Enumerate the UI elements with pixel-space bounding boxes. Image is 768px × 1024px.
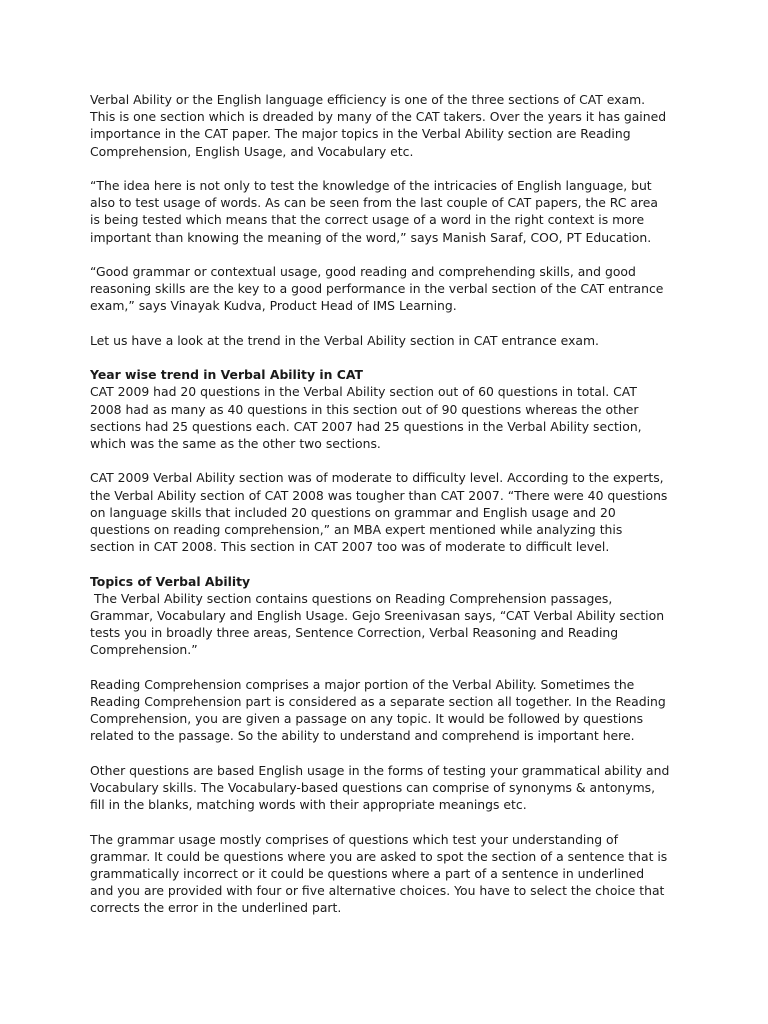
text-line: fill in the blanks, matching words with their appropriate meanings etc.	[90, 797, 527, 813]
paragraph-topics	[90, 590, 690, 659]
text-line: Grammar, Vocabulary and English Usage. Gejo Sreenivasan says, “CAT Verbal Ability section	[90, 608, 665, 623]
text-line: Reading Comprehension part is considered as a separate section all together. In the Reading	[90, 694, 666, 709]
text-line: Verbal Ability or the English language efficiency is one of the three sections of CAT exam.	[90, 92, 646, 107]
text-line: section in CAT 2008. This section in CAT 2007 too was of moderate to difficult level.	[90, 539, 610, 555]
text-line: tests you in broadly three areas, Sentence Correction, Verbal Reasoning and Reading	[90, 625, 619, 641]
text-line: reasoning skills are the key to a good performance in the verbal section of the CAT entrance	[90, 281, 664, 297]
text-line: important than knowing the meaning of the word,” says Manish Saraf, COO, PT Education.	[90, 229, 652, 245]
paragraph-question-counts	[90, 383, 690, 452]
text-line: grammar. It could be questions where you are asked to spot the section of a sentence that is	[90, 848, 668, 864]
text-line: Comprehension, you are given a passage on any topic. It would be followed by questions	[90, 711, 644, 727]
text-line: also to test usage of words. As can be seen from the last couple of CAT papers, the RC area	[90, 195, 658, 211]
text-line: Vocabulary skills. The Vocabulary-based questions can comprise of synonyms & antonyms,	[90, 780, 656, 795]
text-line: The grammar usage mostly comprises of questions which test your understanding of	[90, 831, 618, 847]
text-line: Comprehension.”	[90, 642, 198, 658]
text-line: This is one section which is dreaded by many of the CAT takers. Over the years it has gained	[90, 109, 667, 125]
paragraph-english-usage	[90, 762, 690, 814]
text-line: Let us have a look at the trend in the Verbal Ability section in CAT entrance exam.	[90, 332, 600, 348]
paragraph-grammar-usage	[90, 831, 690, 917]
paragraph-quote-manish-saraf	[90, 177, 690, 246]
paragraph-trend-intro	[90, 332, 690, 349]
text-line: which was the same as the other two sections.	[90, 436, 381, 451]
text-line: Other questions are based English usage in the forms of testing your grammatical ability and	[90, 762, 670, 778]
document-body	[90, 91, 690, 934]
text-line: and you are provided with four or five alternative choices. You have to select the choice that	[90, 883, 665, 899]
text-line: on language skills that included 20 questions on grammar and English usage and 20	[90, 504, 616, 520]
text-line: grammatically incorrect or it could be questions where a part of a sentence in underlined	[90, 866, 645, 881]
paragraph-reading-comprehension	[90, 676, 690, 745]
text-line: the Verbal Ability section of CAT 2008 was tougher than CAT 2007. “There were 40 questions	[90, 487, 668, 503]
text-line: importance in the CAT paper. The major topics in the Verbal Ability section are Reading	[90, 126, 631, 142]
text-line: sections had 25 questions each. CAT 2007 had 25 questions in the Verbal Ability section,	[90, 418, 642, 434]
text-line: questions on reading comprehension,” an MBA expert mentioned while analyzing this	[90, 522, 623, 537]
text-line: 2008 had as many as 40 questions in this section out of 90 questions whereas the other	[90, 401, 639, 417]
section-heading-topics: Topics of Verbal Ability	[90, 573, 251, 589]
text-line: CAT 2009 had 20 questions in the Verbal Ability section out of 60 questions in total. CAT	[90, 384, 637, 400]
text-line: The Verbal Ability section contains questions on Reading Comprehension passages,	[90, 590, 613, 606]
text-line: Reading Comprehension comprises a major portion of the Verbal Ability. Sometimes the	[90, 676, 635, 692]
text-line: “Good grammar or contextual usage, good reading and comprehending skills, and good	[90, 264, 636, 279]
text-line: Comprehension, English Usage, and Vocabulary etc.	[90, 143, 414, 159]
text-line: exam,” says Vinayak Kudva, Product Head of IMS Learning.	[90, 298, 457, 314]
paragraph-intro	[90, 91, 690, 160]
paragraph-difficulty-level	[90, 469, 690, 555]
text-line: corrects the error in the underlined part.	[90, 900, 342, 916]
paragraph-quote-vinayak-kudva	[90, 263, 690, 315]
text-line: related to the passage. So the ability to understand and comprehend is important here.	[90, 728, 635, 744]
text-line: is being tested which means that the correct usage of a word in the right context is more	[90, 212, 645, 228]
text-line: CAT 2009 Verbal Ability section was of moderate to difficulty level. According to the experts,	[90, 470, 664, 486]
text-line: “The idea here is not only to test the knowledge of the intricacies of English language, but	[90, 178, 652, 193]
section-heading-year-wise-trend: Year wise trend in Verbal Ability in CAT	[90, 367, 363, 383]
